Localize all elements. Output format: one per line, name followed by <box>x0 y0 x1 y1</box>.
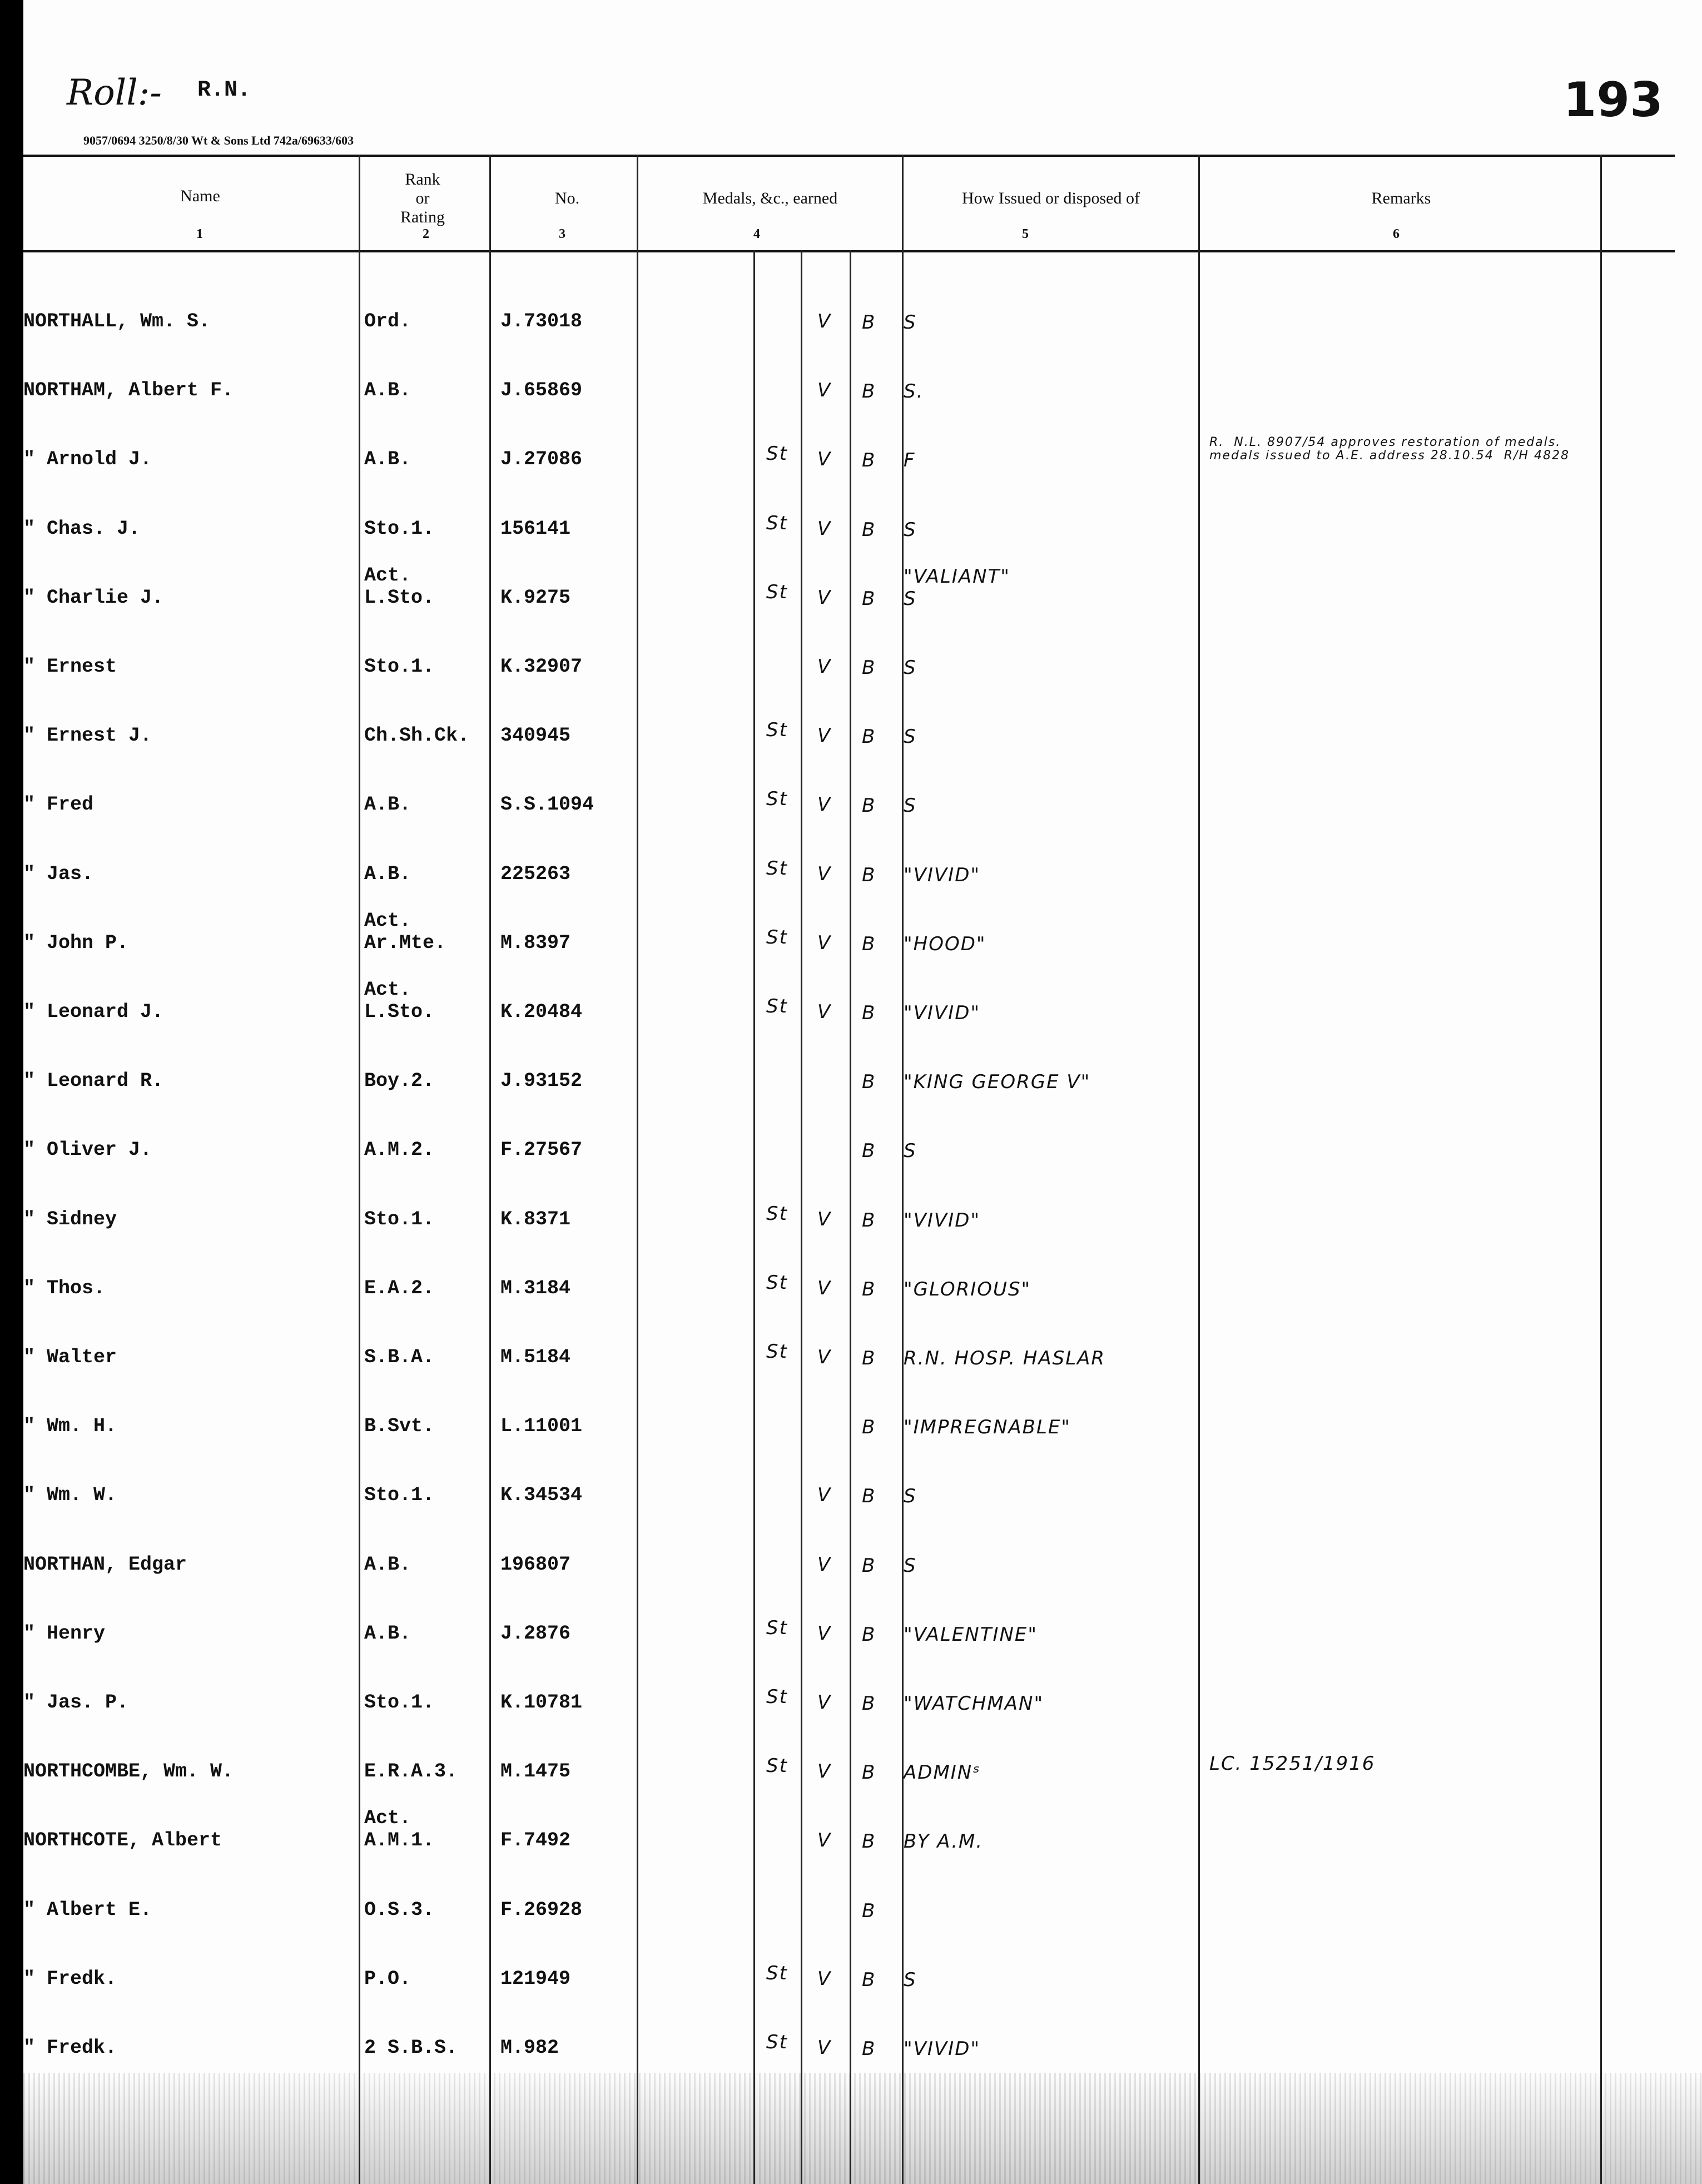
star-medal-mark: St <box>766 581 788 603</box>
table-row <box>0 347 1702 416</box>
name-cell: " Fred <box>23 793 94 816</box>
victory-medal-mark: V <box>817 2037 832 2059</box>
british-war-medal-mark: B <box>862 1278 876 1301</box>
name-cell: " Wm. W. <box>23 1484 117 1506</box>
top-rule <box>23 155 1675 157</box>
name-cell: NORTHCOMBE, Wm. W. <box>23 1760 234 1783</box>
number-cell: L.11001 <box>500 1415 583 1437</box>
name-cell: " Henry <box>23 1622 106 1645</box>
issued-cell: S <box>904 795 917 817</box>
british-war-medal-mark: B <box>862 519 876 541</box>
victory-medal-mark: V <box>817 310 832 332</box>
table-row <box>0 1245 1702 1314</box>
name-cell: " Albert E. <box>23 1899 152 1921</box>
issued-cell: "GLORIOUS" <box>904 1278 1031 1301</box>
table-row <box>0 1176 1702 1245</box>
rank-cell: Act. Ar.Mte. <box>364 910 446 954</box>
victory-medal-mark: V <box>817 656 832 678</box>
name-cell: " Wm. H. <box>23 1415 117 1437</box>
name-cell: " Thos. <box>23 1277 106 1299</box>
col-head-medals: Medals, &c., earned <box>702 189 838 207</box>
rank-cell: 2 S.B.S. <box>364 2037 458 2059</box>
victory-medal-mark: V <box>817 587 832 609</box>
victory-medal-mark: V <box>817 448 832 470</box>
issued-cell: S <box>904 726 917 748</box>
roll-value: R.N. <box>197 78 251 103</box>
number-cell: M.3184 <box>500 1277 571 1299</box>
issued-cell: S <box>904 657 917 679</box>
victory-medal-mark: V <box>817 863 832 885</box>
number-cell: K.20484 <box>500 1001 583 1023</box>
col-head-issued: How Issued or disposed of <box>962 189 1140 207</box>
british-war-medal-mark: B <box>862 795 876 817</box>
name-cell: " Jas. <box>23 863 94 885</box>
col-number: 4 <box>753 227 760 241</box>
british-war-medal-mark: B <box>862 2038 876 2060</box>
col-head-no: No. <box>554 189 580 207</box>
table-row <box>0 554 1702 623</box>
issued-cell: F <box>904 449 916 471</box>
col-number: 3 <box>559 227 565 241</box>
table-row <box>0 1106 1702 1175</box>
victory-medal-mark: V <box>817 1622 832 1645</box>
table-row <box>0 1935 1702 2004</box>
number-cell: M.8397 <box>500 932 571 954</box>
victory-medal-mark: V <box>817 1829 832 1852</box>
rank-cell: E.R.A.3. <box>364 1760 458 1783</box>
table-row <box>0 969 1702 1038</box>
star-medal-mark: St <box>766 995 788 1017</box>
name-cell: " Jas. P. <box>23 1691 129 1714</box>
victory-medal-mark: V <box>817 518 832 540</box>
british-war-medal-mark: B <box>862 1624 876 1646</box>
victory-medal-mark: V <box>817 1346 832 1368</box>
british-war-medal-mark: B <box>862 1692 876 1715</box>
star-medal-mark: St <box>766 2031 788 2053</box>
number-cell: K.10781 <box>500 1691 583 1714</box>
british-war-medal-mark: B <box>862 1140 876 1162</box>
name-cell: NORTHAM, Albert F. <box>23 379 234 401</box>
name-cell: " Chas. J. <box>23 518 141 540</box>
issued-cell: "VIVID" <box>904 1209 981 1232</box>
victory-medal-mark: V <box>817 1968 832 1990</box>
victory-medal-mark: V <box>817 1760 832 1783</box>
victory-medal-mark: V <box>817 793 832 816</box>
victory-medal-mark: V <box>817 1484 832 1506</box>
issued-cell: "KING GEORGE V" <box>904 1071 1091 1093</box>
rank-cell: Boy.2. <box>364 1070 435 1092</box>
table-row <box>0 900 1702 969</box>
british-war-medal-mark: B <box>862 1761 876 1784</box>
rank-cell: A.B. <box>364 448 411 470</box>
name-cell: " Fredk. <box>23 2037 117 2059</box>
header-rule <box>23 250 1675 252</box>
british-war-medal-mark: B <box>862 1209 876 1232</box>
issued-cell: S <box>904 1140 917 1162</box>
number-cell: 156141 <box>500 518 571 540</box>
number-cell: 340945 <box>500 724 571 747</box>
issued-cell: "WATCHMAN" <box>904 1692 1044 1715</box>
table-row <box>0 278 1702 347</box>
number-cell: S.S.1094 <box>500 793 594 816</box>
table-row <box>0 692 1702 761</box>
star-medal-mark: St <box>766 1962 788 1984</box>
victory-medal-mark: V <box>817 724 832 747</box>
british-war-medal-mark: B <box>862 1416 876 1438</box>
page-number: 193 <box>1563 72 1663 128</box>
rank-cell: S.B.A. <box>364 1346 435 1368</box>
number-cell: J.73018 <box>500 310 583 332</box>
british-war-medal-mark: B <box>862 1900 876 1922</box>
name-cell: " Ernest J. <box>23 724 152 747</box>
rank-cell: E.A.2. <box>364 1277 435 1299</box>
rank-cell: B.Svt. <box>364 1415 435 1437</box>
remarks-cell: R. N.L. 8907/54 approves restoration of medals. medals issued to A.E. address 28.10.54 R/H 4828 <box>1209 435 1570 463</box>
scan-noise <box>23 2073 1702 2184</box>
table-row <box>0 485 1702 554</box>
number-cell: F.7492 <box>500 1829 571 1852</box>
star-medal-mark: St <box>766 788 788 810</box>
rank-cell: A.B. <box>364 379 411 401</box>
rank-cell: Sto.1. <box>364 1484 435 1506</box>
star-medal-mark: St <box>766 1341 788 1363</box>
british-war-medal-mark: B <box>862 933 876 955</box>
british-war-medal-mark: B <box>862 380 876 403</box>
rank-cell: A.M.2. <box>364 1139 435 1161</box>
table-row <box>0 2004 1702 2073</box>
table-row <box>0 1314 1702 1383</box>
table-row <box>0 1452 1702 1521</box>
name-cell: " Charlie J. <box>23 587 164 609</box>
number-cell: F.26928 <box>500 1899 583 1921</box>
issued-cell: S <box>904 1969 917 1991</box>
rank-cell: Ch.Sh.Ck. <box>364 724 470 747</box>
issued-cell: S <box>904 1485 917 1507</box>
british-war-medal-mark: B <box>862 449 876 471</box>
rank-cell: A.B. <box>364 1553 411 1576</box>
number-cell: K.9275 <box>500 587 571 609</box>
victory-medal-mark: V <box>817 1208 832 1230</box>
rank-cell: Sto.1. <box>364 518 435 540</box>
issued-cell: ADMINˢ <box>904 1761 981 1784</box>
victory-medal-mark: V <box>817 379 832 401</box>
col-head-rank: Rank or Rating <box>400 170 445 226</box>
british-war-medal-mark: B <box>862 726 876 748</box>
star-medal-mark: St <box>766 1755 788 1777</box>
british-war-medal-mark: B <box>862 1969 876 1991</box>
table-row <box>0 1728 1702 1797</box>
col-number: 6 <box>1393 227 1400 241</box>
number-cell: J.2876 <box>500 1622 571 1645</box>
col-number: 2 <box>423 227 429 241</box>
printer-line: 9057/0694 3250/8/30 Wt & Sons Ltd 742a/69633/603 <box>83 133 354 147</box>
british-war-medal-mark: B <box>862 1485 876 1507</box>
col-number: 1 <box>196 227 203 241</box>
issued-cell: "VALIANT" S <box>904 565 1010 610</box>
rank-cell: Act. A.M.1. <box>364 1807 435 1852</box>
rank-cell: A.B. <box>364 1622 411 1645</box>
issued-cell: S. <box>904 380 924 403</box>
number-cell: M.1475 <box>500 1760 571 1783</box>
roll-label: Roll:- <box>67 72 162 113</box>
number-cell: M.5184 <box>500 1346 571 1368</box>
british-war-medal-mark: B <box>862 1002 876 1024</box>
number-cell: J.93152 <box>500 1070 583 1092</box>
number-cell: K.32907 <box>500 656 583 678</box>
name-cell: NORTHCOTE, Albert <box>23 1829 222 1852</box>
number-cell: 225263 <box>500 863 571 885</box>
victory-medal-mark: V <box>817 1277 832 1299</box>
col-number: 5 <box>1022 227 1029 241</box>
issued-cell: BY A.M. <box>904 1830 984 1853</box>
issued-cell: "VIVID" <box>904 1002 981 1024</box>
table-row <box>0 831 1702 900</box>
star-medal-mark: St <box>766 1686 788 1708</box>
issued-cell: R.N. HOSP. HASLAR <box>904 1347 1106 1369</box>
number-cell: M.982 <box>500 2037 559 2059</box>
name-cell: " Sidney <box>23 1208 117 1230</box>
british-war-medal-mark: B <box>862 588 876 610</box>
name-cell: " Fredk. <box>23 1968 117 1990</box>
british-war-medal-mark: B <box>862 311 876 334</box>
name-cell: " Walter <box>23 1346 117 1368</box>
issued-cell: S <box>904 1555 917 1577</box>
table-row <box>0 1590 1702 1659</box>
star-medal-mark: St <box>766 719 788 741</box>
issued-cell: S <box>904 519 917 541</box>
british-war-medal-mark: B <box>862 657 876 679</box>
issued-cell: "IMPREGNABLE" <box>904 1416 1071 1438</box>
victory-medal-mark: V <box>817 1553 832 1576</box>
british-war-medal-mark: B <box>862 1555 876 1577</box>
name-cell: " Ernest <box>23 656 117 678</box>
number-cell: 196807 <box>500 1553 571 1576</box>
british-war-medal-mark: B <box>862 864 876 886</box>
name-cell: " Oliver J. <box>23 1139 152 1161</box>
star-medal-mark: St <box>766 1272 788 1294</box>
british-war-medal-mark: B <box>862 1347 876 1369</box>
rank-cell: Sto.1. <box>364 656 435 678</box>
name-cell: " Arnold J. <box>23 448 152 470</box>
col-head-remarks: Remarks <box>1371 189 1431 207</box>
rank-cell: A.B. <box>364 793 411 816</box>
star-medal-mark: St <box>766 926 788 949</box>
issued-cell: "VALENTINE" <box>904 1624 1038 1646</box>
rank-cell: Sto.1. <box>364 1208 435 1230</box>
star-medal-mark: St <box>766 1617 788 1639</box>
name-cell: " Leonard J. <box>23 1001 164 1023</box>
rank-cell: O.S.3. <box>364 1899 435 1921</box>
number-cell: 121949 <box>500 1968 571 1990</box>
table-row <box>0 1797 1702 1866</box>
table-row <box>0 1383 1702 1452</box>
number-cell: K.34534 <box>500 1484 583 1506</box>
issued-cell: "VIVID" <box>904 864 981 886</box>
table-row <box>0 416 1702 485</box>
rank-cell: Act. L.Sto. <box>364 979 435 1023</box>
issued-cell: S <box>904 311 917 334</box>
issued-cell: "HOOD" <box>904 933 986 955</box>
table-row <box>0 1659 1702 1728</box>
name-cell: NORTHAN, Edgar <box>23 1553 187 1576</box>
table-row <box>0 761 1702 830</box>
star-medal-mark: St <box>766 1203 788 1225</box>
name-cell: " John P. <box>23 932 129 954</box>
table-row <box>0 1038 1702 1106</box>
rank-cell: A.B. <box>364 863 411 885</box>
name-cell: NORTHALL, Wm. S. <box>23 310 211 332</box>
col-head-name: Name <box>180 187 220 205</box>
british-war-medal-mark: B <box>862 1071 876 1093</box>
rank-cell: Ord. <box>364 310 411 332</box>
rank-cell: P.O. <box>364 1968 411 1990</box>
rank-cell: Act. L.Sto. <box>364 564 435 609</box>
star-medal-mark: St <box>766 512 788 534</box>
number-cell: K.8371 <box>500 1208 571 1230</box>
number-cell: J.27086 <box>500 448 583 470</box>
star-medal-mark: St <box>766 857 788 880</box>
remarks-cell: LC. 15251/1916 <box>1209 1753 1376 1775</box>
name-cell: " Leonard R. <box>23 1070 164 1092</box>
victory-medal-mark: V <box>817 1691 832 1714</box>
table-row <box>0 623 1702 692</box>
victory-medal-mark: V <box>817 932 832 954</box>
victory-medal-mark: V <box>817 1001 832 1023</box>
star-medal-mark: St <box>766 443 788 465</box>
table-row <box>0 1521 1702 1590</box>
rank-cell: Sto.1. <box>364 1691 435 1714</box>
number-cell: J.65869 <box>500 379 583 401</box>
number-cell: F.27567 <box>500 1139 583 1161</box>
table-row <box>0 1867 1702 1935</box>
british-war-medal-mark: B <box>862 1830 876 1853</box>
issued-cell: "VIVID" <box>904 2038 981 2060</box>
